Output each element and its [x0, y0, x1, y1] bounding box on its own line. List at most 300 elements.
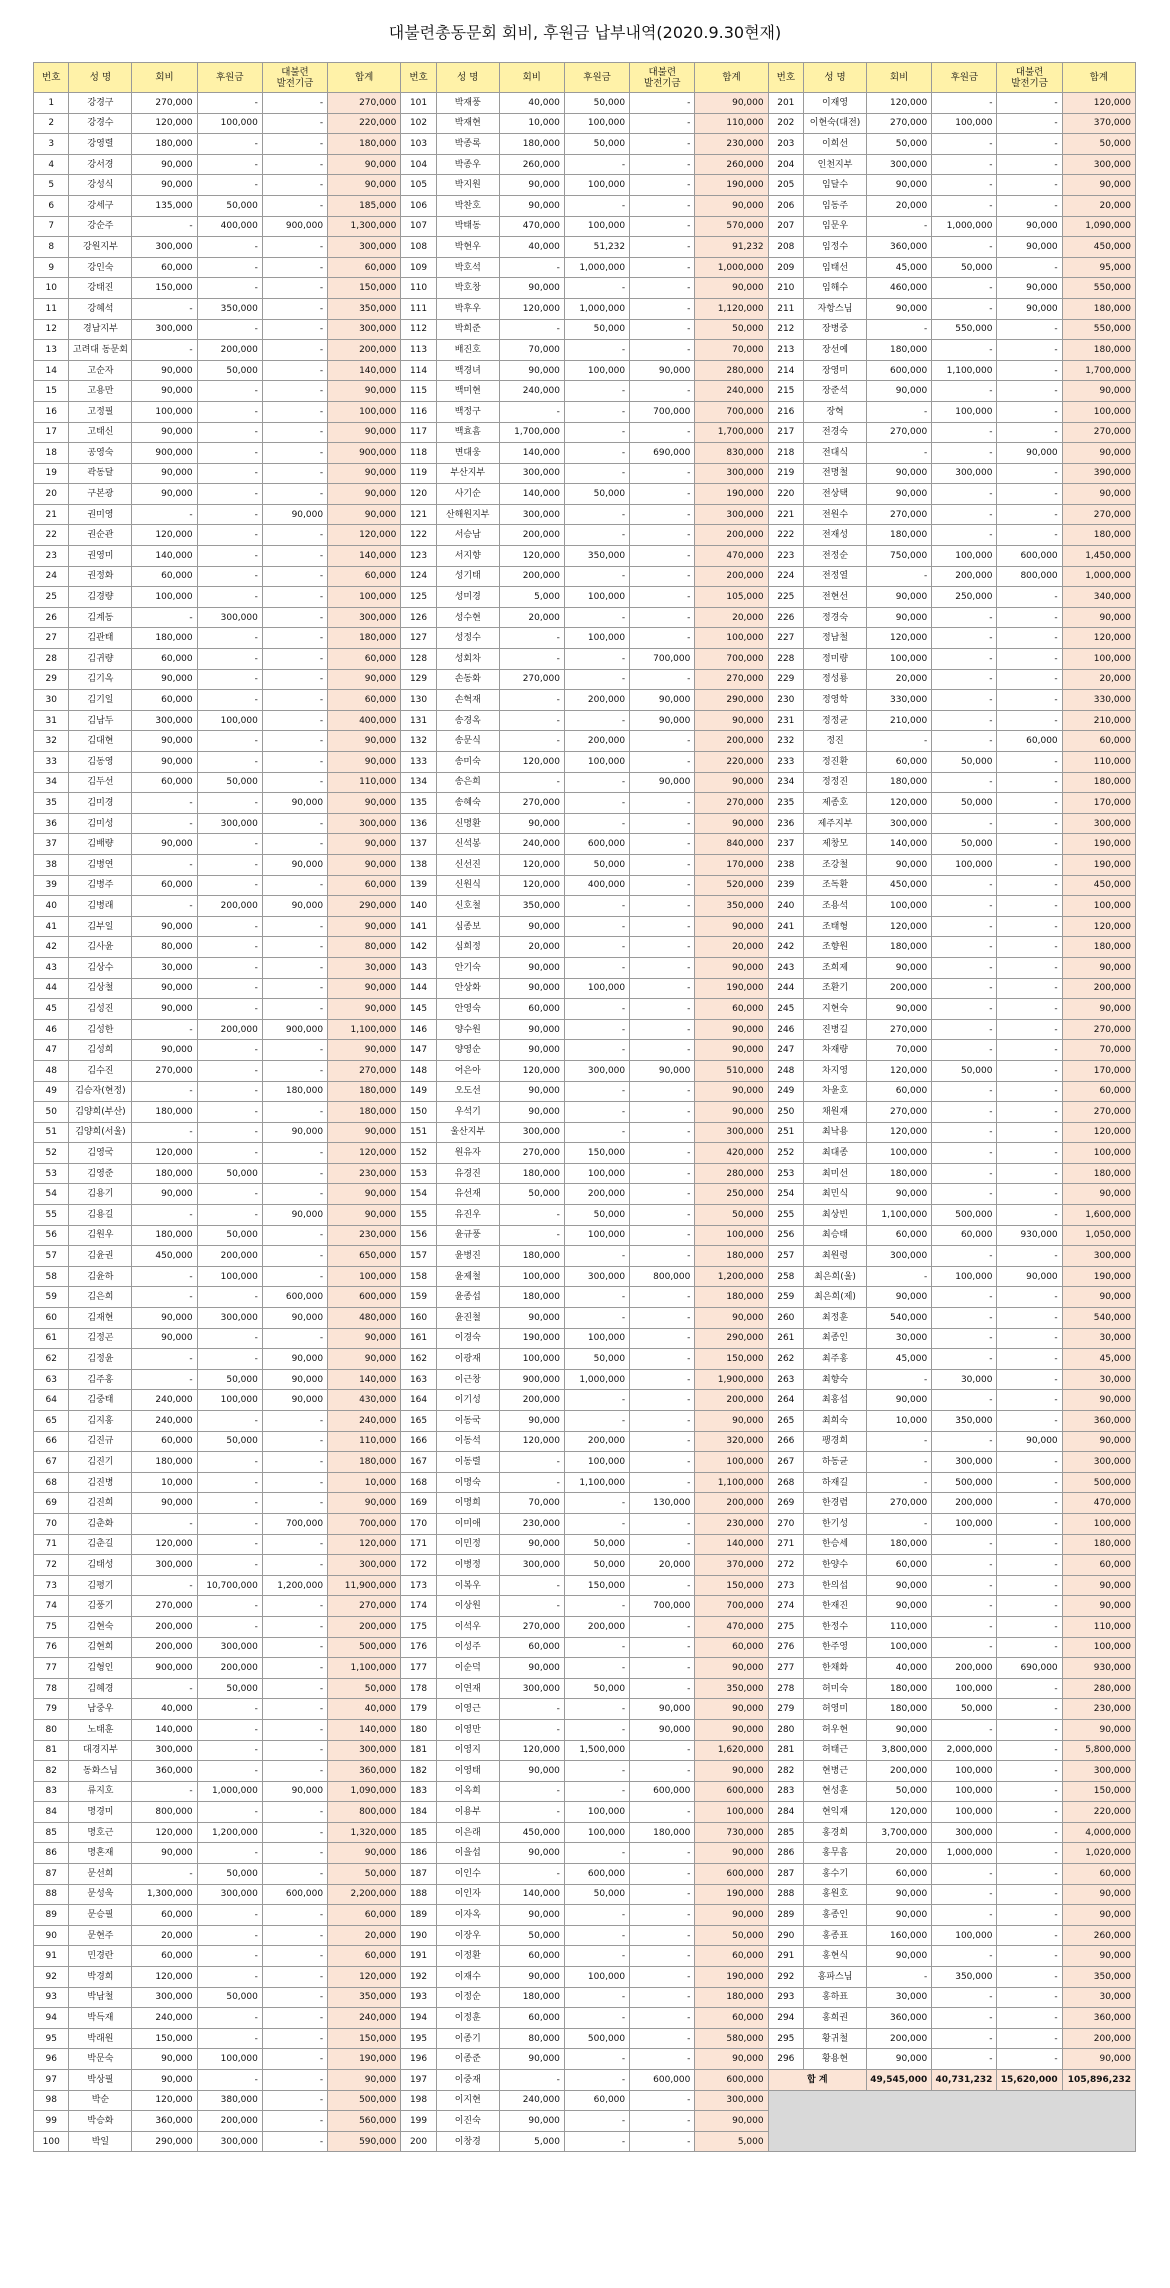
row-number: 241: [768, 916, 803, 937]
fund-amount: -: [630, 1575, 695, 1596]
row-total: 20,000: [328, 1925, 401, 1946]
fee-amount: 40,000: [132, 1699, 197, 1720]
fee-amount: 20,000: [867, 195, 932, 216]
member-name: 김윤권: [69, 1246, 132, 1267]
row-total: 300,000: [695, 463, 768, 484]
donation-amount: 100,000: [932, 546, 997, 567]
fee-amount: -: [132, 1205, 197, 1226]
member-name: 김성희: [69, 1040, 132, 1061]
fee-amount: -: [499, 1699, 564, 1720]
member-name: 이상원: [436, 1596, 499, 1617]
row-number: 278: [768, 1678, 803, 1699]
fee-amount: 70,000: [499, 1493, 564, 1514]
row-total: 90,000: [328, 916, 401, 937]
row-number: 148: [401, 1060, 436, 1081]
fund-amount: -: [630, 1019, 695, 1040]
row-number: 85: [34, 1822, 69, 1843]
row-number: 183: [401, 1781, 436, 1802]
row-number: 92: [34, 1967, 69, 1988]
member-name: 이을섭: [436, 1843, 499, 1864]
fee-amount: 300,000: [132, 1740, 197, 1761]
fee-amount: 180,000: [867, 1163, 932, 1184]
fee-amount: 140,000: [132, 546, 197, 567]
donation-amount: 1,000,000: [932, 216, 997, 237]
row-total: 105,000: [695, 587, 768, 608]
member-name: 이재수: [436, 1967, 499, 1988]
row-total: 470,000: [695, 1616, 768, 1637]
member-name: 허영미: [804, 1699, 867, 1720]
member-name: 정진: [804, 731, 867, 752]
fee-amount: 120,000: [132, 1143, 197, 1164]
donation-amount: 1,000,000: [197, 1781, 262, 1802]
donation-amount: -: [197, 1596, 262, 1617]
donation-amount: 50,000: [564, 134, 629, 155]
member-name: 한기성: [804, 1513, 867, 1534]
row-total: 90,000: [328, 1493, 401, 1514]
donation-amount: 100,000: [197, 1266, 262, 1287]
row-total: 600,000: [695, 2070, 768, 2091]
donation-amount: 300,000: [564, 1266, 629, 1287]
row-number: 219: [768, 463, 803, 484]
donation-amount: -: [932, 340, 997, 361]
row-total: 180,000: [1062, 937, 1135, 958]
member-name: 박희준: [436, 319, 499, 340]
donation-amount: 200,000: [197, 2111, 262, 2132]
member-name: 이영근: [436, 1699, 499, 1720]
donation-amount: -: [932, 278, 997, 299]
fund-amount: -: [262, 1802, 327, 1823]
fund-amount: 90,000: [262, 1205, 327, 1226]
fund-amount: -: [630, 937, 695, 958]
fund-amount: -: [262, 1925, 327, 1946]
fund-amount: -: [630, 1040, 695, 1061]
donation-amount: -: [564, 1019, 629, 1040]
member-name: 조용석: [804, 896, 867, 917]
donation-amount: -: [932, 1946, 997, 1967]
fund-amount: -: [262, 916, 327, 937]
fee-amount: 120,000: [867, 628, 932, 649]
donation-amount: -: [197, 731, 262, 752]
fund-amount: 90,000: [262, 1369, 327, 1390]
fee-amount: 120,000: [867, 1122, 932, 1143]
fund-amount: -: [262, 1596, 327, 1617]
table-row: [34, 1678, 1136, 1699]
fee-amount: -: [867, 1513, 932, 1534]
row-number: 123: [401, 546, 436, 567]
member-name: 장준석: [804, 381, 867, 402]
row-total: 300,000: [1062, 813, 1135, 834]
fee-amount: -: [867, 731, 932, 752]
fund-amount: -: [630, 1637, 695, 1658]
fee-amount: 360,000: [132, 1761, 197, 1782]
header-fee: 회비: [499, 63, 564, 93]
fee-amount: 300,000: [132, 319, 197, 340]
member-name: 김수진: [69, 1060, 132, 1081]
table-row: [34, 1802, 1136, 1823]
fund-amount: -: [630, 154, 695, 175]
donation-amount: 50,000: [564, 319, 629, 340]
fund-amount: -: [262, 175, 327, 196]
donation-amount: -: [197, 1616, 262, 1637]
row-total: 80,000: [328, 937, 401, 958]
fund-amount: -: [997, 587, 1062, 608]
row-number: 247: [768, 1040, 803, 1061]
row-total: 270,000: [1062, 1102, 1135, 1123]
row-number: 51: [34, 1122, 69, 1143]
row-total: 270,000: [1062, 504, 1135, 525]
fund-amount: -: [262, 546, 327, 567]
row-number: 129: [401, 669, 436, 690]
member-name: 이연재: [436, 1678, 499, 1699]
row-number: 149: [401, 1081, 436, 1102]
fund-amount: -: [262, 1266, 327, 1287]
fund-amount: -: [997, 1308, 1062, 1329]
member-name: 김진희: [69, 1493, 132, 1514]
fee-amount: 900,000: [132, 1658, 197, 1679]
fund-amount: -: [997, 875, 1062, 896]
fee-amount: -: [499, 257, 564, 278]
row-total: 500,000: [328, 1637, 401, 1658]
table-row: [34, 1246, 1136, 1267]
row-total: 550,000: [1062, 319, 1135, 340]
table-row: [34, 1740, 1136, 1761]
fee-amount: 80,000: [132, 937, 197, 958]
row-total: 90,000: [1062, 1575, 1135, 1596]
donation-amount: -: [197, 1967, 262, 1988]
member-name: 경남지부: [69, 319, 132, 340]
row-total: 90,000: [328, 978, 401, 999]
table-row: [34, 566, 1136, 587]
member-name: 장혁: [804, 401, 867, 422]
row-number: 97: [34, 2070, 69, 2091]
fund-amount: -: [630, 216, 695, 237]
row-total: 300,000: [328, 607, 401, 628]
row-number: 287: [768, 1864, 803, 1885]
row-total: 170,000: [1062, 793, 1135, 814]
row-number: 14: [34, 360, 69, 381]
row-number: 18: [34, 443, 69, 464]
table-row: [34, 1493, 1136, 1514]
member-name: 강혜석: [69, 298, 132, 319]
fund-amount: -: [630, 1658, 695, 1679]
member-name: 최미선: [804, 1163, 867, 1184]
fund-amount: -: [262, 1411, 327, 1432]
row-number: 184: [401, 1802, 436, 1823]
fee-amount: 90,000: [867, 1287, 932, 1308]
row-total: 420,000: [695, 1143, 768, 1164]
fund-amount: -: [630, 2090, 695, 2111]
fee-amount: 120,000: [867, 793, 932, 814]
member-name: 전현선: [804, 587, 867, 608]
member-name: 김원우: [69, 1225, 132, 1246]
donation-amount: -: [564, 1658, 629, 1679]
donation-amount: -: [564, 1699, 629, 1720]
row-total: 180,000: [328, 1081, 401, 1102]
fee-amount: 140,000: [499, 484, 564, 505]
fee-amount: 90,000: [132, 1308, 197, 1329]
row-number: 179: [401, 1699, 436, 1720]
fund-amount: -: [630, 1472, 695, 1493]
row-total: 90,000: [1062, 1884, 1135, 1905]
table-row: [34, 175, 1136, 196]
fund-amount: 90,000: [997, 216, 1062, 237]
fee-amount: 10,000: [867, 1411, 932, 1432]
row-total: 90,000: [695, 1658, 768, 1679]
donation-amount: -: [197, 1060, 262, 1081]
donation-amount: -: [197, 999, 262, 1020]
member-name: 강순주: [69, 216, 132, 237]
table-row: [34, 1225, 1136, 1246]
row-total: 270,000: [695, 793, 768, 814]
fee-amount: -: [132, 1513, 197, 1534]
donation-amount: 300,000: [197, 1884, 262, 1905]
row-number: 165: [401, 1411, 436, 1432]
table-row: [34, 896, 1136, 917]
donation-amount: -: [932, 1122, 997, 1143]
fee-amount: 120,000: [867, 1802, 932, 1823]
row-total: 180,000: [1062, 340, 1135, 361]
member-name: 유진우: [436, 1205, 499, 1226]
row-number: 38: [34, 854, 69, 875]
row-total: 90,000: [695, 2111, 768, 2132]
member-name: 홍하표: [804, 1987, 867, 2008]
row-number: 110: [401, 278, 436, 299]
fee-amount: 90,000: [867, 999, 932, 1020]
donation-amount: -: [564, 1905, 629, 1926]
member-name: 이근창: [436, 1369, 499, 1390]
fund-amount: 60,000: [997, 731, 1062, 752]
donation-amount: 1,100,000: [932, 360, 997, 381]
fee-amount: 120,000: [499, 546, 564, 567]
row-total: 100,000: [695, 1225, 768, 1246]
donation-amount: -: [197, 1122, 262, 1143]
donation-amount: -: [932, 504, 997, 525]
row-total: 1,620,000: [695, 1740, 768, 1761]
member-name: 송문식: [436, 731, 499, 752]
row-number: 80: [34, 1719, 69, 1740]
fee-amount: 240,000: [132, 2008, 197, 2029]
donation-amount: -: [932, 2028, 997, 2049]
fee-amount: 50,000: [499, 1184, 564, 1205]
donation-amount: -: [197, 2070, 262, 2091]
row-number: 161: [401, 1328, 436, 1349]
fund-amount: -: [997, 1163, 1062, 1184]
donation-amount: 50,000: [197, 1987, 262, 2008]
row-number: 133: [401, 752, 436, 773]
row-total: 60,000: [328, 1905, 401, 1926]
donation-amount: 30,000: [932, 1369, 997, 1390]
member-name: 유경진: [436, 1163, 499, 1184]
row-number: 296: [768, 2049, 803, 2070]
fee-amount: 100,000: [132, 401, 197, 422]
fund-amount: -: [997, 834, 1062, 855]
fee-amount: 60,000: [132, 690, 197, 711]
member-name: 김풍기: [69, 1596, 132, 1617]
row-number: 93: [34, 1987, 69, 2008]
fee-amount: 360,000: [132, 2111, 197, 2132]
row-number: 118: [401, 443, 436, 464]
row-total: 90,000: [695, 1719, 768, 1740]
donation-amount: -: [932, 1987, 997, 2008]
fund-amount: -: [262, 1637, 327, 1658]
member-name: 김재현: [69, 1308, 132, 1329]
header-fee: 회비: [132, 63, 197, 93]
row-total: 100,000: [1062, 401, 1135, 422]
row-number: 61: [34, 1328, 69, 1349]
row-total: 320,000: [695, 1431, 768, 1452]
member-name: 홍종표: [804, 1925, 867, 1946]
row-number: 4: [34, 154, 69, 175]
member-name: 곽동달: [69, 463, 132, 484]
fee-amount: 120,000: [132, 113, 197, 134]
donation-amount: 100,000: [932, 1781, 997, 1802]
donation-amount: 200,000: [197, 340, 262, 361]
donation-amount: 200,000: [564, 731, 629, 752]
fee-amount: 30,000: [867, 1328, 932, 1349]
row-number: 7: [34, 216, 69, 237]
row-total: 60,000: [1062, 1864, 1135, 1885]
member-name: 김부일: [69, 916, 132, 937]
table-row: [34, 1534, 1136, 1555]
header-total: 합계: [328, 63, 401, 93]
row-number: 57: [34, 1246, 69, 1267]
fee-amount: 180,000: [867, 772, 932, 793]
fund-amount: -: [997, 401, 1062, 422]
member-name: 박문숙: [69, 2049, 132, 2070]
row-total: 240,000: [328, 1411, 401, 1432]
fund-amount: 90,000: [262, 504, 327, 525]
member-name: 이동렬: [436, 1452, 499, 1473]
table-row: [34, 731, 1136, 752]
member-name: 조태형: [804, 916, 867, 937]
fund-amount: 90,000: [630, 1719, 695, 1740]
row-number: 192: [401, 1967, 436, 1988]
row-number: 250: [768, 1102, 803, 1123]
row-total: 290,000: [695, 1328, 768, 1349]
row-number: 258: [768, 1266, 803, 1287]
table-row: [34, 1349, 1136, 1370]
row-total: 50,000: [328, 1678, 401, 1699]
member-name: 김정곤: [69, 1328, 132, 1349]
row-number: 153: [401, 1163, 436, 1184]
fee-amount: 120,000: [867, 1060, 932, 1081]
fund-amount: -: [262, 978, 327, 999]
donation-amount: -: [564, 607, 629, 628]
member-name: 유선재: [436, 1184, 499, 1205]
row-total: 90,000: [328, 834, 401, 855]
donation-amount: -: [932, 1884, 997, 1905]
row-total: 1,000,000: [695, 257, 768, 278]
row-total: 110,000: [328, 772, 401, 793]
row-total: 1,000,000: [1062, 566, 1135, 587]
member-name: 울산지부: [436, 1122, 499, 1143]
fund-amount: -: [262, 1102, 327, 1123]
fee-amount: 120,000: [499, 875, 564, 896]
fund-amount: -: [262, 298, 327, 319]
donation-amount: 350,000: [197, 298, 262, 319]
row-total: 190,000: [695, 1884, 768, 1905]
fund-amount: -: [262, 690, 327, 711]
donation-amount: -: [932, 1102, 997, 1123]
row-total: 100,000: [328, 401, 401, 422]
row-number: 21: [34, 504, 69, 525]
fund-amount: -: [997, 1040, 1062, 1061]
member-name: 홍종인: [804, 1905, 867, 1926]
row-total: 200,000: [695, 1493, 768, 1514]
row-total: 90,000: [328, 752, 401, 773]
row-total: 180,000: [328, 1452, 401, 1473]
fund-amount: -: [997, 1328, 1062, 1349]
fee-amount: -: [499, 1452, 564, 1473]
donation-amount: 50,000: [197, 1225, 262, 1246]
fund-amount: -: [997, 2028, 1062, 2049]
donation-amount: -: [932, 2049, 997, 2070]
row-total: 170,000: [1062, 1060, 1135, 1081]
member-name: 노태훈: [69, 1719, 132, 1740]
fee-amount: 45,000: [867, 1349, 932, 1370]
fund-amount: -: [262, 1967, 327, 1988]
row-number: 120: [401, 484, 436, 505]
row-total: 60,000: [328, 257, 401, 278]
row-number: 142: [401, 937, 436, 958]
member-name: 신석봉: [436, 834, 499, 855]
donation-amount: -: [932, 1184, 997, 1205]
row-total: 90,000: [1062, 1596, 1135, 1617]
row-number: 39: [34, 875, 69, 896]
row-total: 200,000: [1062, 2028, 1135, 2049]
row-number: 170: [401, 1513, 436, 1534]
row-total: 340,000: [1062, 587, 1135, 608]
member-name: 이자옥: [436, 1905, 499, 1926]
donation-amount: 50,000: [932, 257, 997, 278]
table-row: [34, 1761, 1136, 1782]
row-number: 253: [768, 1163, 803, 1184]
member-name: 정남철: [804, 628, 867, 649]
row-total: 1,300,000: [328, 216, 401, 237]
fund-amount: -: [262, 813, 327, 834]
member-name: 정정진: [804, 772, 867, 793]
row-number: 283: [768, 1781, 803, 1802]
table-row: [34, 1122, 1136, 1143]
donation-amount: -: [932, 1596, 997, 1617]
fund-amount: -: [262, 1616, 327, 1637]
row-total: 560,000: [328, 2111, 401, 2132]
donation-amount: 100,000: [932, 1761, 997, 1782]
row-total: 90,000: [695, 1040, 768, 1061]
row-total: 100,000: [695, 1802, 768, 1823]
row-total: 240,000: [328, 2008, 401, 2029]
header-fee: 회비: [867, 63, 932, 93]
table-row: [34, 834, 1136, 855]
table-row: [34, 1308, 1136, 1329]
row-number: 156: [401, 1225, 436, 1246]
fee-amount: 180,000: [499, 134, 564, 155]
donation-amount: -: [197, 1513, 262, 1534]
row-number: 265: [768, 1411, 803, 1432]
fee-amount: 180,000: [499, 1163, 564, 1184]
fund-amount: -: [630, 1740, 695, 1761]
row-number: 68: [34, 1472, 69, 1493]
fund-amount: -: [262, 381, 327, 402]
donation-amount: 100,000: [564, 978, 629, 999]
member-name: 한의섭: [804, 1575, 867, 1596]
row-number: 26: [34, 607, 69, 628]
donation-amount: 1,000,000: [564, 1369, 629, 1390]
row-total: 90,000: [695, 1308, 768, 1329]
row-number: 272: [768, 1555, 803, 1576]
table-row: [34, 360, 1136, 381]
grand-total-label: 합 계: [768, 2070, 866, 2091]
